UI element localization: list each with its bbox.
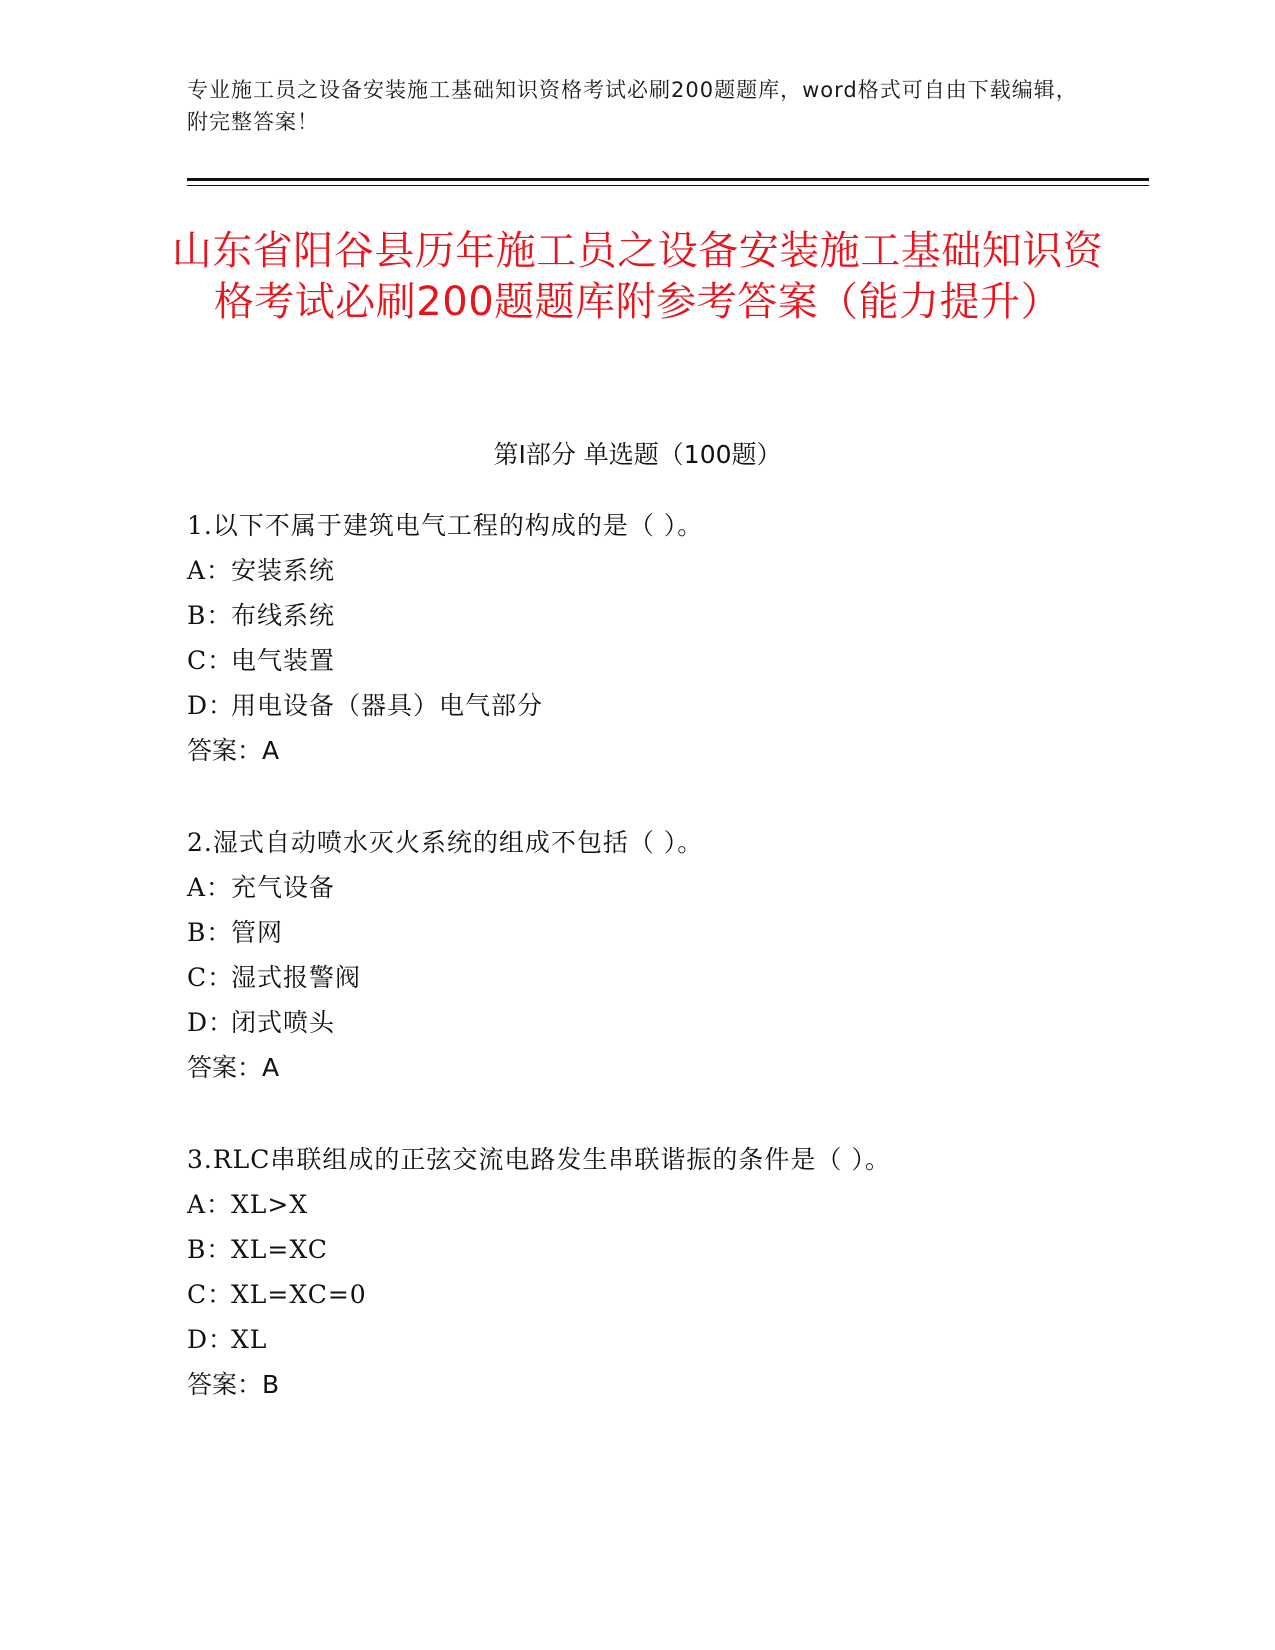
option-d bbox=[187, 1317, 1087, 1362]
option-key: C： bbox=[187, 963, 234, 992]
option-a bbox=[187, 865, 1087, 910]
question-stem: 2.湿式自动喷水灭火系统的组成不包括（ ）。 bbox=[187, 828, 704, 857]
option-key: D： bbox=[187, 1008, 235, 1037]
question-stem: 1.以下不属于建筑电气工程的构成的是（ ）。 bbox=[187, 511, 704, 540]
question-stem: 3.RLC串联组成的正弦交流电路发生串联谐振的条件是（ ）。 bbox=[187, 1145, 891, 1174]
question-3 bbox=[187, 1137, 1087, 1407]
answer-line: 答案：A bbox=[187, 1053, 280, 1082]
option-b bbox=[187, 593, 1087, 638]
option-d bbox=[187, 1000, 1087, 1045]
header-note: 专业施工员之设备安装施工基础知识资格考试必刷200题题库，word格式可自由下载编辑，附完整答案！ bbox=[187, 78, 1078, 134]
option-key: B： bbox=[187, 601, 233, 630]
option-text: 安装系统 bbox=[231, 556, 336, 585]
option-d bbox=[187, 683, 1087, 728]
option-key: A： bbox=[187, 1190, 233, 1219]
option-text: 闭式喷头 bbox=[231, 1008, 336, 1037]
option-key: C： bbox=[187, 1280, 234, 1309]
option-c bbox=[187, 638, 1087, 683]
option-key: B： bbox=[187, 1235, 233, 1264]
option-key: D： bbox=[187, 1325, 235, 1354]
option-key: B： bbox=[187, 918, 233, 947]
section-heading: 第I部分 单选题（100题） bbox=[493, 440, 782, 469]
document-title: 山东省阳谷县历年施工员之设备安装施工基础知识资格考试必刷200题题库附参考答案（能力提升） bbox=[171, 228, 1104, 325]
option-text: XL=XC bbox=[231, 1235, 328, 1264]
option-a bbox=[187, 548, 1087, 593]
option-text: 湿式报警阀 bbox=[231, 963, 362, 992]
option-text: XL=XC=0 bbox=[231, 1280, 367, 1309]
option-c bbox=[187, 955, 1087, 1000]
header-divider-thin bbox=[187, 185, 1149, 186]
answer-line: 答案：A bbox=[187, 736, 280, 765]
option-c bbox=[187, 1272, 1087, 1317]
option-text: 充气设备 bbox=[231, 873, 336, 902]
option-text: XL bbox=[231, 1325, 268, 1354]
option-text: 电气装置 bbox=[231, 646, 336, 675]
header-divider-thick bbox=[187, 178, 1149, 181]
option-key: A： bbox=[187, 873, 233, 902]
option-a bbox=[187, 1182, 1087, 1227]
option-key: A： bbox=[187, 556, 233, 585]
option-key: D： bbox=[187, 691, 235, 720]
question-2 bbox=[187, 820, 1087, 1090]
option-text: 用电设备（器具）电气部分 bbox=[231, 691, 544, 720]
option-b bbox=[187, 1227, 1087, 1272]
option-text: 布线系统 bbox=[231, 601, 336, 630]
answer-line: 答案：B bbox=[187, 1370, 280, 1399]
option-text: 管网 bbox=[231, 918, 284, 947]
option-b bbox=[187, 910, 1087, 955]
option-key: C： bbox=[187, 646, 234, 675]
question-1 bbox=[187, 503, 1087, 773]
option-text: XL>X bbox=[231, 1190, 309, 1219]
